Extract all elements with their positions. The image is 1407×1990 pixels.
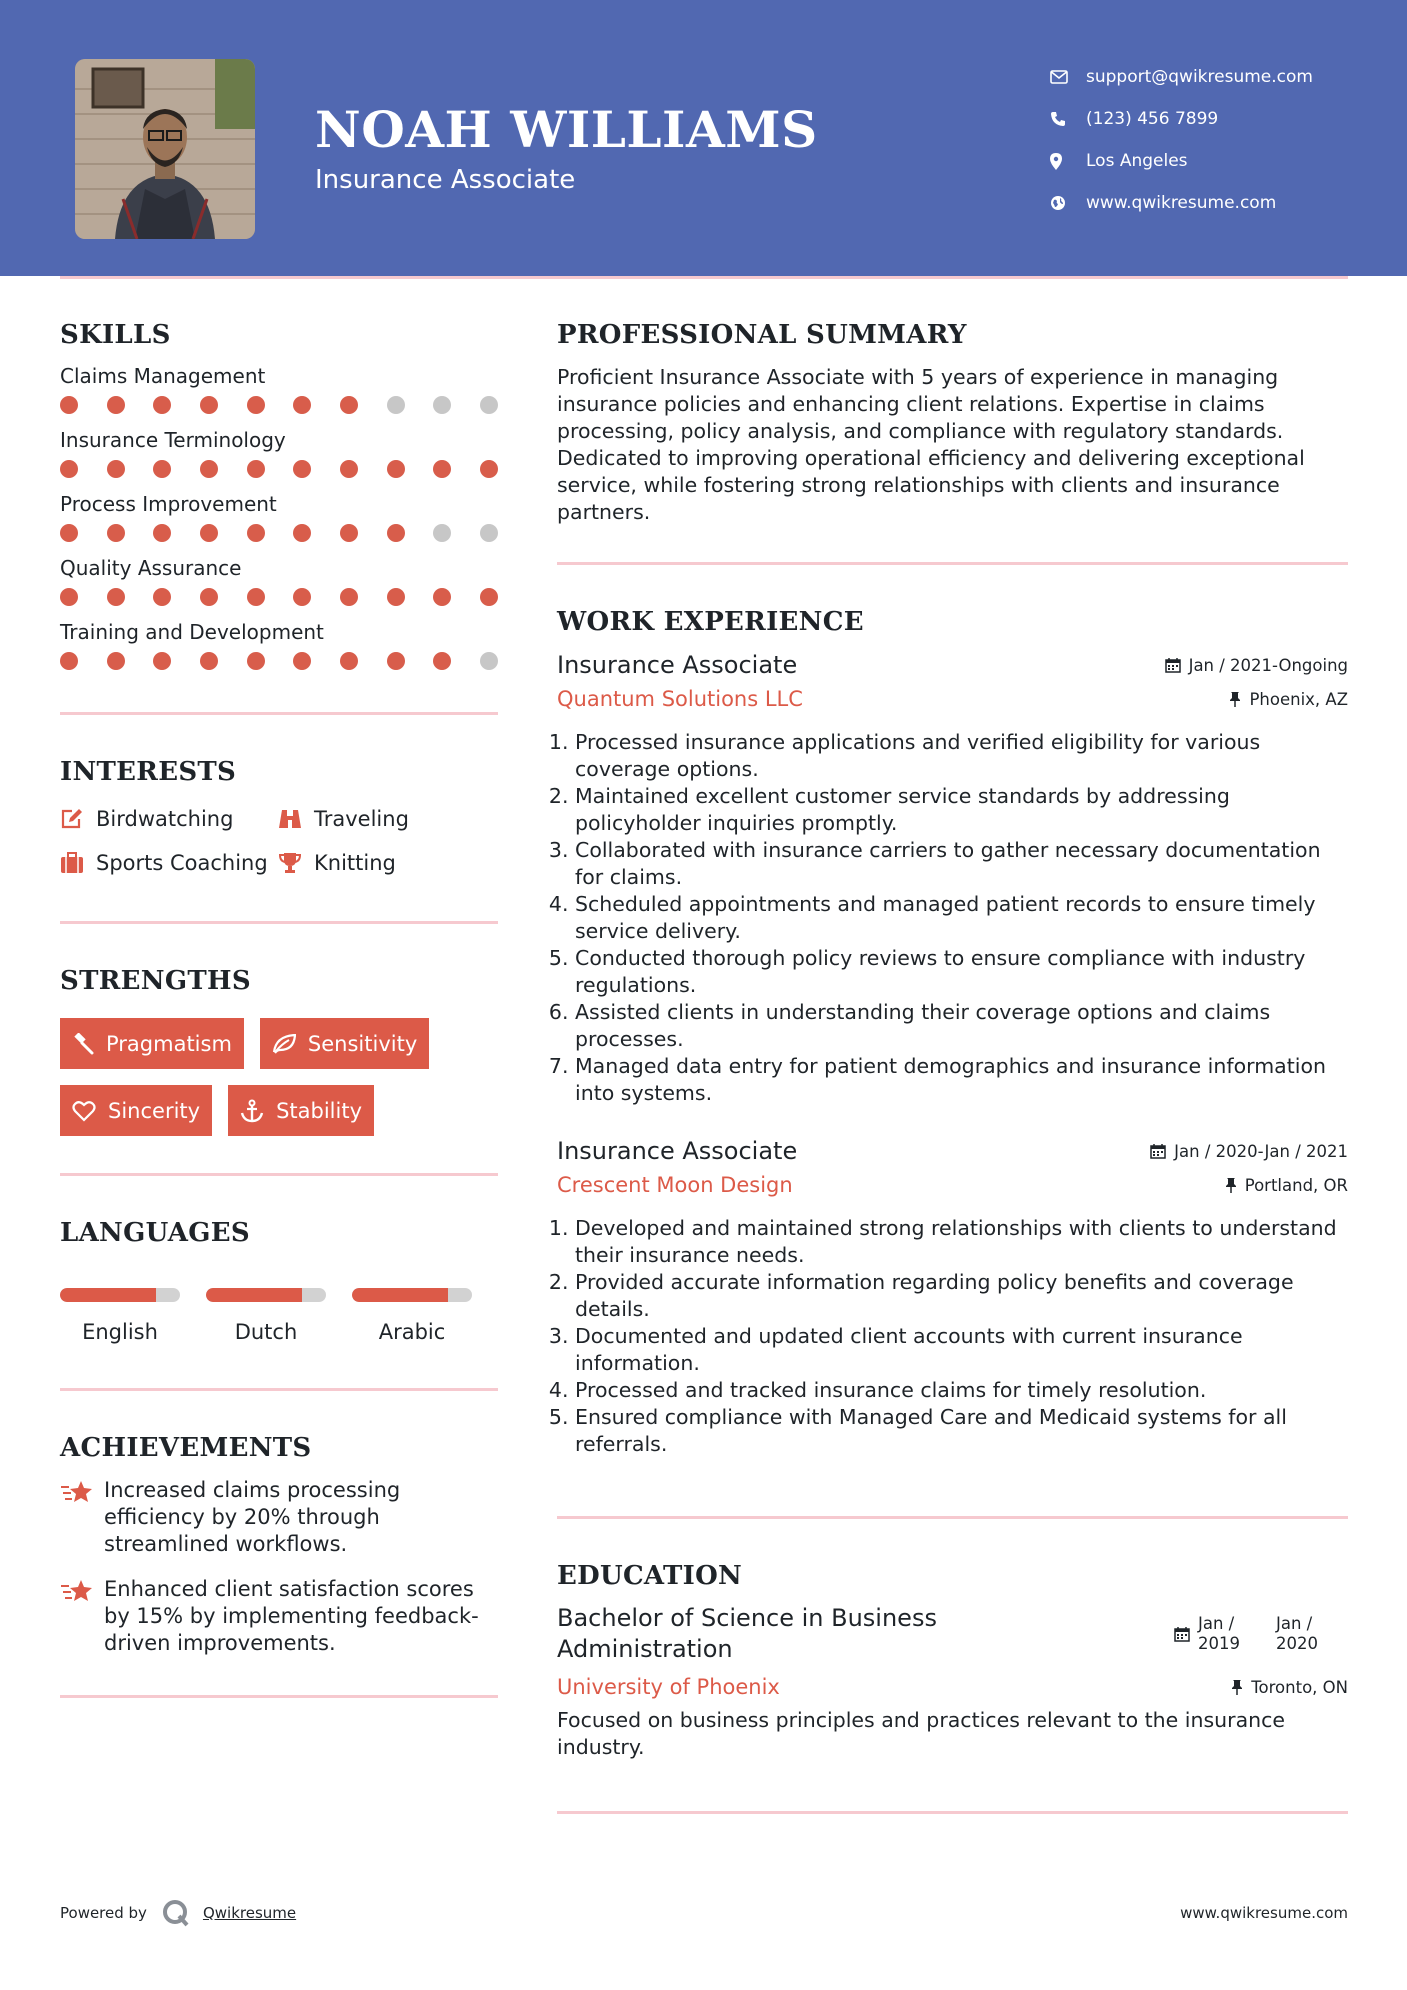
- contact-website[interactable]: www.qwikresume.com: [1050, 182, 1313, 224]
- section-divider: [60, 921, 498, 924]
- candidate-title: Insurance Associate: [315, 165, 576, 195]
- summary-text: Proficient Insurance Associate with 5 years of experience in managing insurance policies and enhancing client relations. Expertise in claims processing, policy analysis, and compliance with regulatory standards. Dedicated to improving operational efficiency and delivering exceptional service, while fostering strong relationships with clients and insurance partners.: [557, 365, 1305, 524]
- rating-dot-filled: [433, 460, 451, 478]
- footer-website[interactable]: www.qwikresume.com: [1180, 1904, 1348, 1922]
- qwikresume-logo-icon: [161, 1898, 191, 1928]
- interest-item: Sports Coaching: [60, 849, 278, 877]
- rating-dot-filled: [340, 652, 358, 670]
- job-title: Insurance Associate: [557, 1137, 798, 1165]
- pencil-square-icon: [60, 808, 84, 830]
- rating-dot-filled: [153, 588, 171, 606]
- experience-section: [557, 607, 1348, 1458]
- job-title: Insurance Associate: [557, 651, 798, 679]
- rating-dot-filled: [247, 396, 265, 414]
- job-bullet: 4. Scheduled appointments and managed patient records to ensure timely service delivery.: [575, 891, 1348, 945]
- section-divider: [557, 562, 1348, 565]
- section-divider: [60, 712, 498, 715]
- rating-dot-filled: [480, 460, 498, 478]
- rating-dot-filled: [247, 652, 265, 670]
- rating-dot-empty: [433, 524, 451, 542]
- achievements-list: [60, 1477, 498, 1657]
- interest-item: Traveling: [278, 805, 498, 833]
- school-name: University of Phoenix: [557, 1675, 780, 1699]
- skill-rating: [60, 524, 498, 542]
- skill-item: [60, 618, 498, 670]
- pushpin-icon: [1231, 1679, 1243, 1695]
- leaf-icon: [272, 1034, 296, 1054]
- rating-dot-filled: [293, 652, 311, 670]
- rating-dot-filled: [200, 588, 218, 606]
- job-bullet: 7. Managed data entry for patient demographics and insurance information into systems.: [575, 1053, 1348, 1107]
- rating-dot-filled: [340, 588, 358, 606]
- rating-dot-filled: [433, 588, 451, 606]
- section-divider: [60, 1173, 498, 1176]
- rating-dot-empty: [387, 396, 405, 414]
- interest-item: Knitting: [278, 849, 498, 877]
- section-divider: [60, 1695, 498, 1698]
- skill-item: [60, 426, 498, 478]
- language-bar: [60, 1288, 180, 1302]
- rating-dot-filled: [247, 588, 265, 606]
- language-item: [352, 1288, 472, 1344]
- powered-by: Powered by Qwikresume: [60, 1898, 296, 1928]
- job-entry: [557, 1137, 1348, 1458]
- rating-dot-filled: [107, 588, 125, 606]
- job-header: [557, 651, 1348, 679]
- strength-tag: Sincerity: [60, 1085, 212, 1136]
- section-title: WORK EXPERIENCE: [557, 607, 864, 637]
- section-title: LANGUAGES: [60, 1218, 250, 1248]
- education-section: [557, 1561, 1348, 1761]
- job-header: [557, 1137, 1348, 1165]
- skill-name: Training and Development: [60, 620, 324, 644]
- skill-rating: [60, 652, 498, 670]
- gavel-icon: [72, 1033, 94, 1055]
- language-level: [352, 1288, 448, 1302]
- skill-rating: [60, 588, 498, 606]
- rating-dot-filled: [200, 524, 218, 542]
- job-location: Phoenix, AZ: [1229, 690, 1348, 709]
- skill-item: [60, 554, 498, 606]
- skill-item: [60, 362, 498, 414]
- profile-photo: [75, 59, 255, 239]
- strength-tag: Stability: [228, 1085, 374, 1136]
- language-name: English: [82, 1320, 158, 1344]
- rating-dot-filled: [433, 652, 451, 670]
- rating-dot-filled: [293, 524, 311, 542]
- summary-section: [557, 320, 1348, 526]
- section-title: ACHIEVEMENTS: [60, 1433, 312, 1463]
- job-entry: [557, 651, 1348, 1107]
- section-title: STRENGTHS: [60, 966, 251, 996]
- job-subheader: [557, 687, 1348, 711]
- section-divider: [60, 1388, 498, 1391]
- rating-dot-filled: [480, 588, 498, 606]
- education-description: Focused on business principles and practices relevant to the insurance industry.: [557, 1708, 1286, 1759]
- education-dates: [1174, 1603, 1318, 1665]
- rating-dot-filled: [60, 524, 78, 542]
- contact-email[interactable]: support@qwikresume.com: [1050, 56, 1313, 98]
- rating-dot-filled: [293, 460, 311, 478]
- pushpin-icon: [1225, 1177, 1237, 1193]
- rating-dot-filled: [60, 588, 78, 606]
- phone-icon: [1050, 111, 1086, 127]
- calendar-icon: [1174, 1626, 1190, 1642]
- language-level: [60, 1288, 156, 1302]
- rating-dot-filled: [107, 652, 125, 670]
- anchor-icon: [240, 1099, 264, 1123]
- job-bullet: 3. Documented and updated client accounts with current insurance information.: [575, 1323, 1348, 1377]
- achievement-item: Increased claims processing efficiency by 20% through streamlined workflows.: [60, 1477, 498, 1558]
- job-bullets: [557, 729, 1348, 1107]
- education-header: [557, 1603, 1348, 1665]
- language-level: [206, 1288, 302, 1302]
- interest-item: Birdwatching: [60, 805, 278, 833]
- degree-title: Bachelor of Science in Business Administration: [557, 1604, 937, 1663]
- rating-dot-filled: [153, 524, 171, 542]
- rating-dot-filled: [340, 460, 358, 478]
- rating-dot-filled: [340, 524, 358, 542]
- briefcase-icon: [60, 852, 84, 874]
- skill-rating: [60, 396, 498, 414]
- skills-section: [60, 320, 498, 670]
- shooting-star-icon: [60, 1578, 94, 1604]
- job-bullet: 1. Processed insurance applications and verified eligibility for various coverage options.: [575, 729, 1348, 783]
- contact-list: [1050, 56, 1313, 224]
- job-subheader: [557, 1173, 1348, 1197]
- calendar-icon: [1165, 657, 1181, 673]
- section-divider: [557, 1811, 1348, 1814]
- contact-location: Los Angeles: [1050, 140, 1313, 182]
- rating-dot-filled: [153, 652, 171, 670]
- section-title: PROFESSIONAL SUMMARY: [557, 320, 967, 350]
- job-bullets: [557, 1215, 1348, 1458]
- language-bar: [206, 1288, 326, 1302]
- languages-section: [60, 1218, 498, 1344]
- job-bullet: 1. Developed and maintained strong relationships with clients to understand their insurance needs.: [575, 1215, 1348, 1269]
- rating-dot-empty: [433, 396, 451, 414]
- skill-name: Insurance Terminology: [60, 428, 286, 452]
- rating-dot-filled: [293, 588, 311, 606]
- rating-dot-filled: [60, 396, 78, 414]
- languages-list: [60, 1288, 498, 1344]
- language-name: Dutch: [234, 1320, 298, 1344]
- rating-dot-filled: [60, 460, 78, 478]
- pushpin-icon: [1229, 691, 1241, 707]
- section-title: SKILLS: [60, 320, 171, 350]
- language-name: Arabic: [378, 1320, 446, 1344]
- left-column: [60, 320, 498, 1698]
- skill-name: Process Improvement: [60, 492, 277, 516]
- strength-tag: Sensitivity: [260, 1018, 429, 1069]
- language-item: [206, 1288, 326, 1344]
- header-banner: [0, 0, 1407, 276]
- shooting-star-icon: [60, 1479, 94, 1505]
- heart-icon: [72, 1100, 96, 1122]
- language-item: [60, 1288, 180, 1344]
- interests-list: [60, 805, 498, 877]
- job-bullet: 5. Ensured compliance with Managed Care and Medicaid systems for all referrals.: [575, 1404, 1348, 1458]
- education-start: Jan / 2019: [1198, 1614, 1240, 1653]
- achievement-item: Enhanced client satisfaction scores by 15% by implementing feedback-driven improvements.: [60, 1576, 498, 1657]
- trophy-icon: [278, 852, 302, 874]
- rating-dot-filled: [60, 652, 78, 670]
- strengths-section: [60, 966, 498, 1136]
- job-bullet: 2. Provided accurate information regarding policy benefits and coverage details.: [575, 1269, 1348, 1323]
- job-bullet: 4. Processed and tracked insurance claims for timely resolution.: [575, 1377, 1348, 1404]
- rating-dot-filled: [200, 396, 218, 414]
- job-location: Portland, OR: [1225, 1176, 1348, 1195]
- rating-dot-empty: [480, 652, 498, 670]
- interests-section: [60, 757, 498, 877]
- rating-dot-filled: [387, 588, 405, 606]
- language-bar: [352, 1288, 472, 1302]
- skill-rating: [60, 460, 498, 478]
- rating-dot-filled: [247, 524, 265, 542]
- job-dates: Jan / 2021-Ongoing: [1165, 656, 1348, 675]
- job-bullet: 2. Maintained excellent customer service standards by addressing policyholder inquiries promptly.: [575, 783, 1348, 837]
- rating-dot-filled: [247, 460, 265, 478]
- footer: [60, 1898, 1348, 1928]
- section-title: INTERESTS: [60, 757, 237, 787]
- strength-tag: Pragmatism: [60, 1018, 244, 1069]
- rating-dot-empty: [480, 524, 498, 542]
- achievements-section: [60, 1433, 498, 1657]
- binoculars-icon: [278, 808, 302, 830]
- section-divider: [557, 1516, 1348, 1519]
- candidate-name: NOAH WILLIAMS: [315, 100, 818, 159]
- rating-dot-filled: [107, 524, 125, 542]
- education-subheader: [557, 1675, 1348, 1699]
- map-pin-icon: [1050, 153, 1086, 170]
- rating-dot-filled: [153, 396, 171, 414]
- company-name: Crescent Moon Design: [557, 1173, 793, 1197]
- rating-dot-filled: [153, 460, 171, 478]
- strengths-list: [60, 1018, 498, 1136]
- rating-dot-filled: [387, 524, 405, 542]
- company-name: Quantum Solutions LLC: [557, 687, 803, 711]
- rating-dot-filled: [107, 460, 125, 478]
- rating-dot-filled: [200, 460, 218, 478]
- rating-dot-filled: [293, 396, 311, 414]
- skills-list: [60, 362, 498, 670]
- right-column: [557, 320, 1348, 1814]
- rating-dot-filled: [200, 652, 218, 670]
- skill-item: [60, 490, 498, 542]
- rating-dot-filled: [340, 396, 358, 414]
- calendar-icon: [1150, 1143, 1166, 1159]
- job-bullet: 6. Assisted clients in understanding their coverage options and claims processes.: [575, 999, 1348, 1053]
- skill-name: Quality Assurance: [60, 556, 242, 580]
- rating-dot-filled: [387, 652, 405, 670]
- contact-phone[interactable]: (123) 456 7899: [1050, 98, 1313, 140]
- rating-dot-filled: [387, 460, 405, 478]
- skill-name: Claims Management: [60, 364, 266, 388]
- job-bullet: 5. Conducted thorough policy reviews to ensure compliance with industry regulations.: [575, 945, 1348, 999]
- rating-dot-empty: [480, 396, 498, 414]
- job-bullet: 3. Collaborated with insurance carriers to gather necessary documentation for claims.: [575, 837, 1348, 891]
- rating-dot-filled: [107, 396, 125, 414]
- education-end: Jan / 2020: [1276, 1614, 1318, 1653]
- globe-icon: [1050, 195, 1086, 211]
- job-dates: Jan / 2020-Jan / 2021: [1150, 1142, 1348, 1161]
- qwikresume-link[interactable]: Qwikresume: [202, 1904, 297, 1922]
- envelope-icon: [1050, 70, 1086, 84]
- section-title: EDUCATION: [557, 1561, 743, 1591]
- header-divider: [60, 276, 1348, 279]
- education-location: Toronto, ON: [1231, 1678, 1348, 1697]
